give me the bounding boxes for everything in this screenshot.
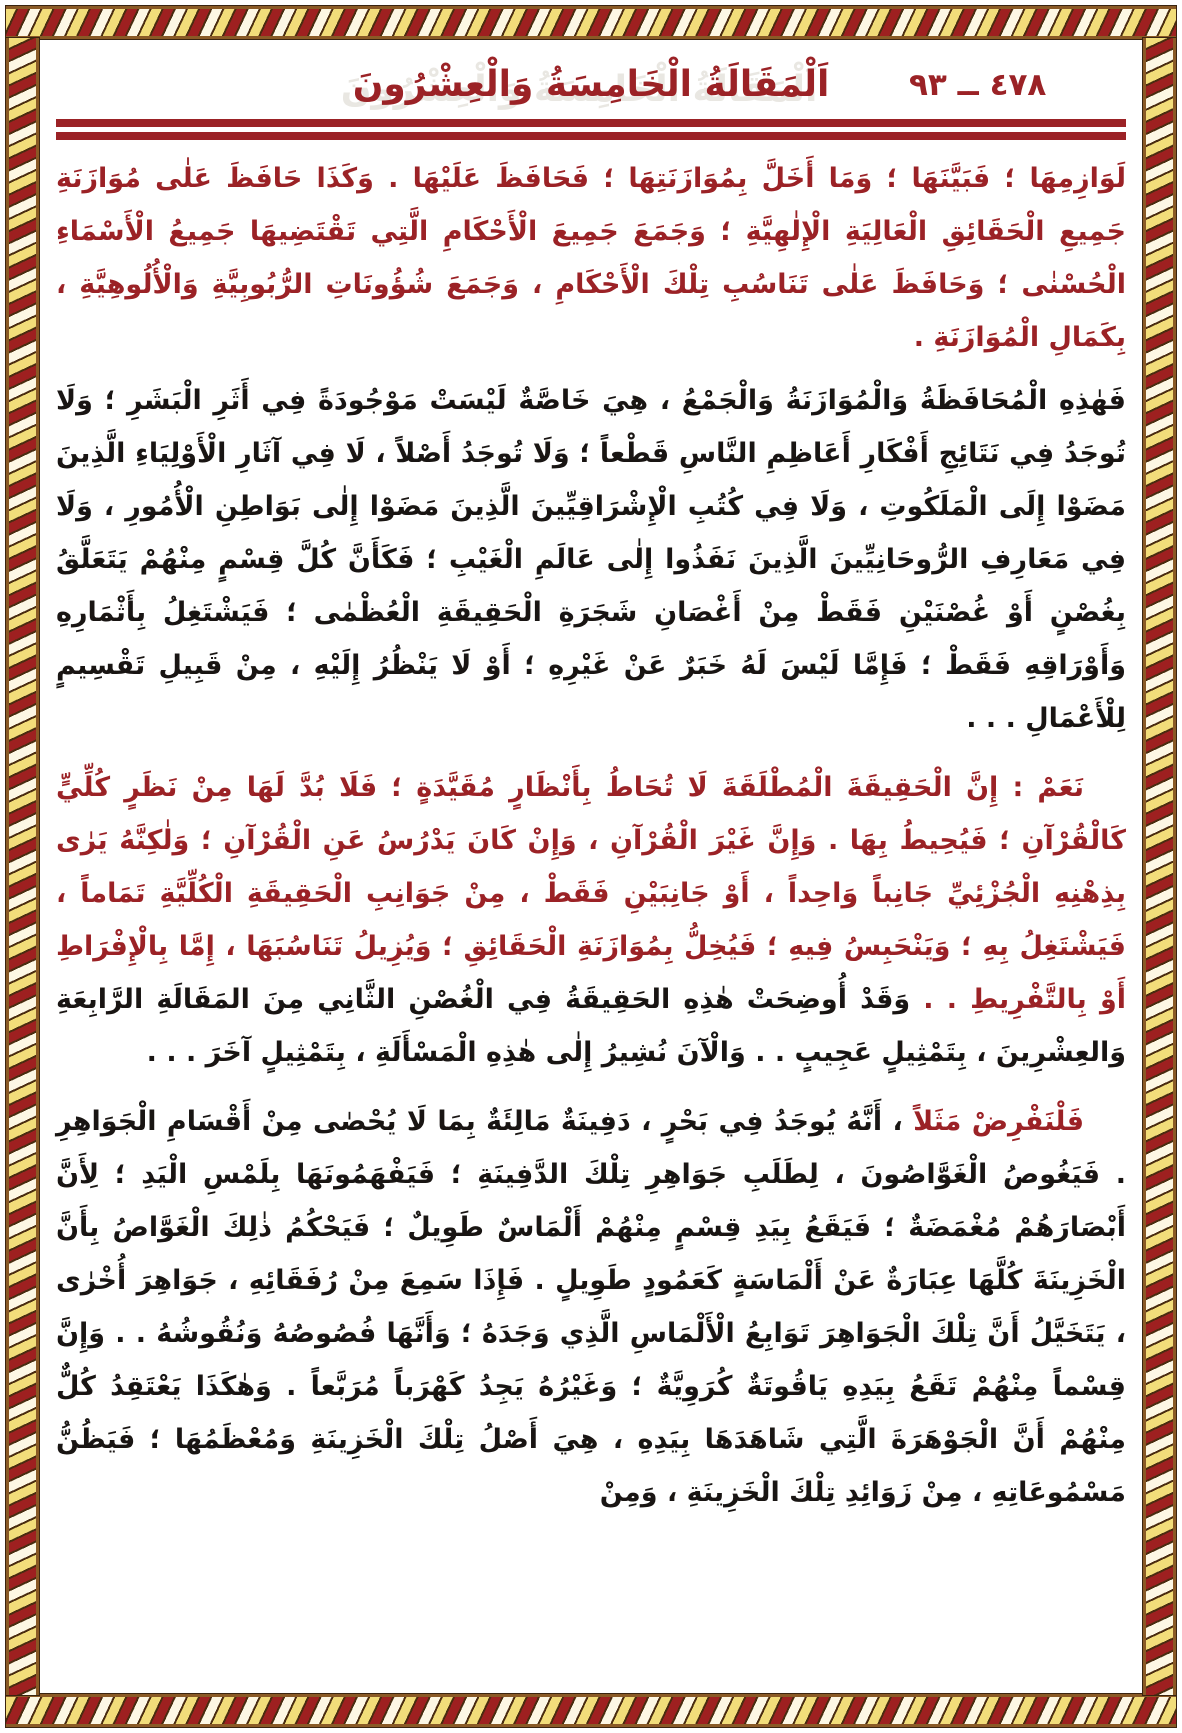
page-content bbox=[56, 42, 1126, 1691]
text-run-red: لَوَازِمِهَا ؛ فَبَيَّنَهَا ؛ وَمَا أَخَلَّ بِمُوَازَنَتِهَا ؛ فَحَافَظَ عَلَيْهَا . وَكَذَا حَافَظَ عَلٰى مُوَازَنَةِ جَمِيعِ الْحَقَائِقِ الْعَالِيَةِ الْإِلٰهِيَّةِ ؛ وَجَمَعَ جَمِيعَ الْأَحْكَامِ الَّتِي تَقْتَضِيهَا جَمِيعُ الْأَسْمَاءِ الْحُسْنٰى ؛ وَحَافَظَ عَلٰى تَنَاسُبِ تِلْكَ الْأَحْكَامِ ، وَجَمَعَ شُؤُونَاتِ الرُّبُوبِيَّةِ وَالْأُلُوهِيَّةِ ، بِكَمَالِ الْمُوَازَنَةِ . bbox=[56, 163, 1126, 353]
decorative-border-left bbox=[6, 38, 39, 1695]
decorative-border-bottom bbox=[6, 1694, 1176, 1727]
header-double-rule bbox=[56, 119, 1126, 140]
decorative-border-top bbox=[6, 6, 1176, 39]
text-body bbox=[56, 152, 1126, 1519]
body-paragraph bbox=[56, 761, 1126, 1079]
page-header bbox=[56, 42, 1126, 105]
text-run-red: نَعَمْ : إِنَّ الْحَقِيقَةَ الْمُطْلَقَةَ لَا تُحَاطُ بِأَنْظَارٍ مُقَيَّدَةٍ ؛ فَلَا بُدَّ لَهَا مِنْ نَظَرٍ كُلِّيٍّ كَالْقُرْآنِ ؛ فَيُحِيطُ بِهَا . وَإِنَّ غَيْرَ الْقُرْآنِ ، وَإِنْ كَانَ يَدْرُسُ عَنِ الْقُرْآنِ ؛ وَلٰكِنَّهُ يَرٰى بِذِهْنِهِ الْجُزْئِيِّ جَانِباً وَاحِداً ، أَوْ جَانِبَيْنِ فَقَطْ ، مِنْ جَوَانِبِ الْحَقِيقَةِ الْكُلِّيَّةِ تَمَاماً ، فَيَشْتَغِلُ بِهِ ؛ وَيَنْحَبِسُ فِيهِ ؛ فَيُخِلُّ بِمُوَازَنَةِ الْحَقَائِقِ ؛ وَيُزِيلُ تَنَاسُبَهَا ، إِمَّا بِالْإِفْرَاطِ أَوْ بِالتَّفْرِيطِ . . bbox=[56, 772, 1126, 1015]
text-run-black: فَهٰذِهِ الْمُحَافَظَةُ وَالْمُوَازَنَةُ وَالْجَمْعُ ، هِيَ خَاصَّةٌ لَيْسَتْ مَوْجُودَةً فِي أَثَرِ الْبَشَرِ ؛ وَلَا تُوجَدُ فِي نَتَائِجِ أَفْكَارِ أَعَاظِمِ النَّاسِ قَطْعاً ؛ وَلَا تُوجَدُ أَصْلاً ، لَا فِي آثَارِ الْأَوْلِيَاءِ الَّذِينَ مَضَوْا إِلَى الْمَلَكُوتِ ، وَلَا فِي كُتُبِ الْإِشْرَاقِيِّينَ الَّذِينَ مَضَوْا إِلٰى بَوَاطِنِ الْأُمُورِ ، وَلَا فِي مَعَارِفِ الرُّوحَانِيِّينَ الَّذِينَ نَفَذُوا إِلٰى عَالَمِ الْغَيْبِ ؛ فَكَأَنَّ كُلَّ قِسْمٍ مِنْهُمْ يَتَعَلَّقُ بِغُصْنٍ أَوْ غُصْنَيْنِ فَقَطْ مِنْ أَغْصَانِ شَجَرَةِ الْحَقِيقَةِ الْعُظْمٰى ؛ فَيَشْتَغِلُ بِأَثْمَارِهِ وَأَوْرَاقِهِ فَقَطْ ؛ فَإِمَّا لَيْسَ لَهُ خَبَرٌ عَنْ غَيْرِهِ ؛ أَوْ لَا يَنْظُرُ إِلَيْهِ ، مِنْ قَبِيلِ تَقْسِيمٍ لِلْأَعْمَالِ . . . bbox=[56, 385, 1126, 734]
body-paragraph bbox=[56, 374, 1126, 745]
page-title: اَلْمَقَالَةُ الْخَامِسَةُ وَالْعِشْرُونَ bbox=[352, 64, 830, 105]
decorative-border-right bbox=[1143, 38, 1176, 1695]
text-run-black: وَقَدْ أُوضِحَتْ هٰذِهِ الحَقِيقَةُ فِي الْغُصْنِ الثَّانِي مِنَ المَقَالَةِ الرَّابِعَةِ وَالعِشْرِينَ ، بِتَمْثِيلٍ عَجِيبٍ . . وَالْآنَ نُشِيرُ إِلٰى هٰذِهِ الْمَسْأَلَةِ ، بِتَمْثِيلٍ آخَرَ . . . bbox=[56, 984, 1126, 1068]
text-run-red: فَلْنَفْرِضْ مَثَلاً bbox=[902, 1106, 1085, 1137]
text-run-black: ، أَنَّهُ يُوجَدُ فِي بَحْرٍ ، دَفِينَةٌ مَالِئَةٌ بِمَا لَا يُحْصٰى مِنْ أَقْسَامِ الْجَوَاهِرِ . فَيَغُوصُ الْغَوَّاصُونَ ، لِطَلَبِ جَوَاهِرِ تِلْكَ الدَّفِينَةِ ؛ فَيَفْهَمُونَهَا بِلَمْسِ الْيَدِ ؛ لِأَنَّ أَبْصَارَهُمْ مُغْمَضَةٌ ؛ فَيَقَعُ بِيَدِ قِسْمٍ مِنْهُمْ أَلْمَاسٌ طَوِيلٌ ؛ فَيَحْكُمُ ذٰلِكَ الْغَوَّاصُ بِأَنَّ الْخَزِينَةَ كُلَّهَا عِبَارَةٌ عَنْ أَلْمَاسَةٍ كَعَمُودٍ طَوِيلٍ . فَإِذَا سَمِعَ مِنْ رُفَقَائِهِ ، جَوَاهِرَ أُخْرٰى ، يَتَخَيَّلُ أَنَّ تِلْكَ الْجَوَاهِرَ تَوَابِعُ الْأَلْمَاسِ الَّذِي وَجَدَهُ ؛ وَأَنَّهَا فُصُوصُهُ وَنُقُوشُهُ . . وَإِنَّ قِسْماً مِنْهُمْ تَقَعُ بِيَدِهِ يَاقُوتَةٌ كُرَوِيَّةٌ ؛ وَغَيْرُهُ يَجِدُ كَهْرَباً مُرَبَّعاً . وَهٰكَذَا يَعْتَقِدُ كُلٌّ مِنْهُمْ أَنَّ الْجَوْهَرَةَ الَّتِي شَاهَدَهَا بِيَدِهِ ، هِيَ أَصْلُ تِلْكَ الْخَزِينَةِ وَمُعْظَمُهَا ؛ فَيَظُنُّ مَسْمُوعَاتِهِ ، مِنْ زَوَائِدِ تِلْكَ الْخَزِينَةِ ، وَمِنْ bbox=[56, 1106, 1126, 1508]
body-paragraph bbox=[56, 152, 1126, 364]
body-paragraph bbox=[56, 1095, 1126, 1519]
page-number: ٤٧٨ ــ ٩٣ bbox=[908, 66, 1047, 103]
